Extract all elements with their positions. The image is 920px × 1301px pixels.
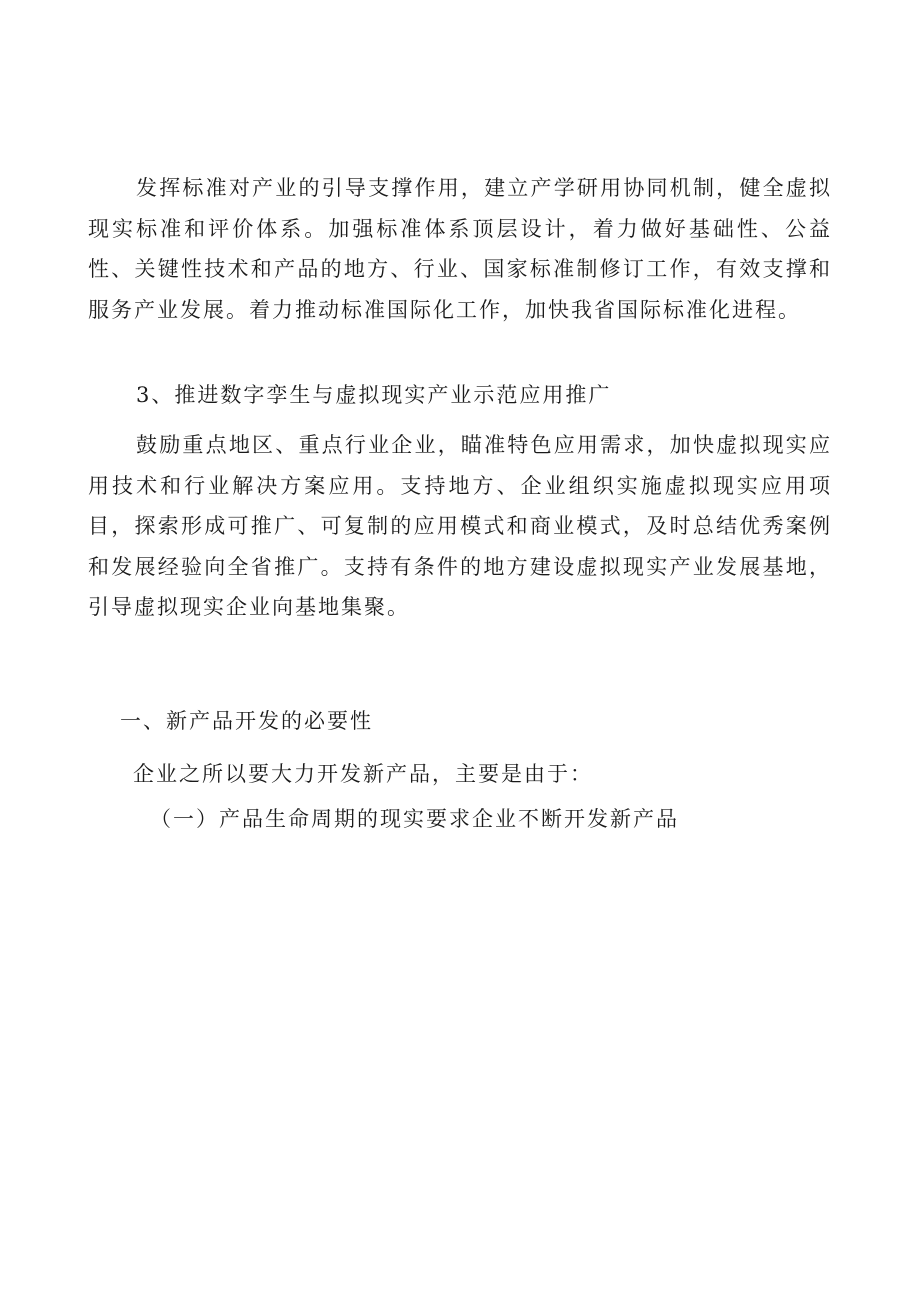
section-heading-new-product-necessity: 一、新产品开发的必要性 [120, 709, 373, 733]
paragraph-standards: 发挥标准对产业的引导支撑作用，建立产学研用协同机制，健全虚拟现实标准和评价体系。加强标准体系顶层设计，着力做好基础性、公益性、关键性技术和产品的地方、行业、国家标准制修订工作，有效支撑和服务产业发展。着力推动标准国际化工作，加快我省国际标准化进程。 [88, 176, 832, 322]
heading-digital-twin-promotion: 3、推进数字孪生与虚拟现实产业示范应用推广 [136, 383, 612, 407]
paragraph-application-promotion: 鼓励重点地区、重点行业企业，瞄准特色应用需求，加快虚拟现实应用技术和行业解决方案应用。支持地方、企业组织实施虚拟现实应用项目，探索形成可推广、可复制的应用模式和商业模式，及时总结优秀案例和发展经验向全省推广。支持有条件的地方建设虚拟现实产业发展基地，引导虚拟现实企业向基地集聚。 [88, 433, 832, 619]
paragraph-reasons-intro: 企业之所以要大力开发新产品，主要是由于： [133, 762, 593, 786]
subheading-product-lifecycle: （一）产品生命周期的现实要求企业不断开发新产品 [150, 807, 679, 831]
